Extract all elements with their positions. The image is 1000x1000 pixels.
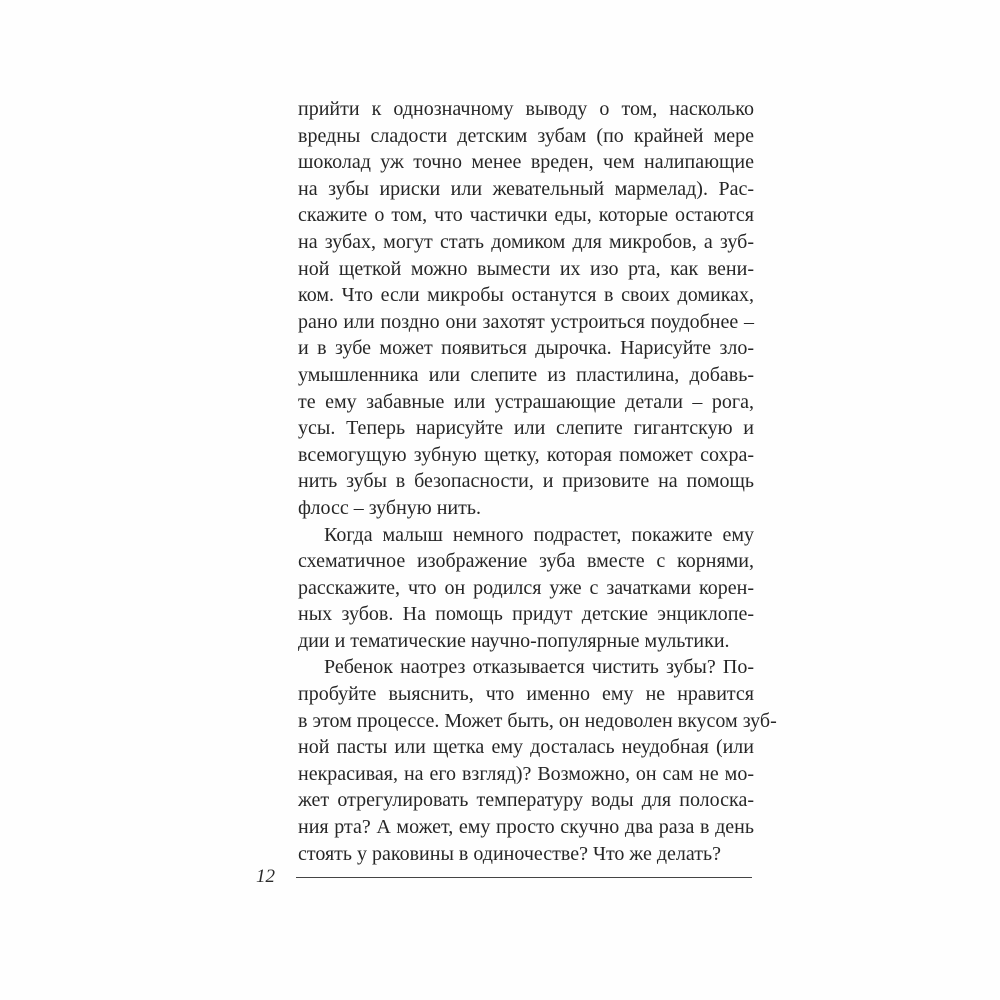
text-line: ной пасты или щетка ему досталась неудобная (или — [298, 736, 754, 759]
text-line: скажите о том, что частички еды, которые остаются — [298, 204, 754, 227]
text-line: и в зубе может появиться дырочка. Нарисуйте зло- — [298, 337, 754, 360]
text-line: шоколад уж точно менее вреден, чем налипающие — [298, 151, 754, 174]
text-line: дии и тематические научно-популярные мультики. — [298, 629, 730, 652]
text-line: всемогущую зубную щетку, которая поможет сохра- — [298, 443, 754, 466]
text-line: нить зубы в безопасности, и призовите на помощь — [298, 470, 754, 493]
footer-rule — [296, 877, 752, 878]
text-line: пробуйте выяснить, что именно ему не нравится — [298, 683, 754, 706]
text-line: жет отрегулировать температуру воды для полоска- — [298, 789, 754, 812]
text-line: те ему забавные или устрашающие детали – рога, — [298, 390, 754, 413]
text-line: умышленника или слепите из пластилина, добавь- — [298, 363, 754, 386]
text-line: флосс – зубную нить. — [298, 496, 481, 519]
text-line: ной щеткой можно вымести их изо рта, как вени- — [298, 257, 754, 280]
text-line: на зубы ириски или жевательный мармелад). Рас- — [298, 177, 754, 200]
page-footer — [256, 862, 756, 892]
text-line: расскажите, что он родился уже с зачатками корен- — [298, 576, 754, 599]
page-number: 12 — [256, 866, 275, 887]
text-line: ния рта? А может, ему просто скучно два раза в день — [298, 816, 754, 839]
paragraph-1 — [298, 96, 754, 522]
body-text — [298, 96, 777, 867]
text-line: вредны сладости детским зубам (по крайней мере — [298, 124, 754, 147]
text-line: прийти к однозначному выводу о том, насколько — [298, 98, 754, 120]
text-line: ком. Что если микробы останутся в своих домиках, — [298, 284, 754, 307]
text-line: схематичное изображение зуба вместе с корнями, — [298, 550, 754, 573]
text-line: рано или поздно они захотят устроиться поудобнее – — [298, 310, 754, 333]
text-line: в этом процессе. Может быть, он недоволен вкусом зуб- — [298, 709, 777, 732]
text-line: Когда малыш немного подрастет, покажите ему — [324, 523, 754, 546]
paragraph-2 — [298, 522, 754, 655]
text-line: стоять у раковины в одиночестве? Что же делать? — [298, 842, 721, 865]
text-line: ных зубов. На помощь придут детские энциклопе- — [298, 603, 754, 626]
paragraph-3 — [298, 654, 777, 867]
text-line: на зубах, могут стать домиком для микробов, а зуб- — [298, 230, 754, 253]
text-line: усы. Теперь нарисуйте или слепите гигантскую и — [298, 417, 754, 440]
text-line: Ребенок наотрез отказывается чистить зубы? По- — [324, 656, 754, 679]
text-line: некрасивая, на его взгляд)? Возможно, он сам не мо- — [298, 762, 754, 785]
